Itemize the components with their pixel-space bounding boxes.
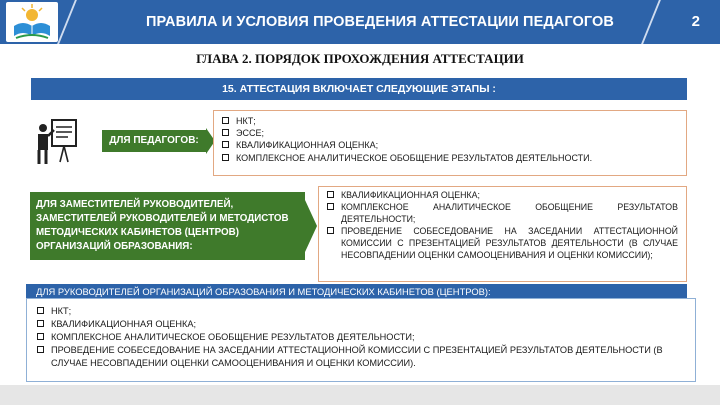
- list-item: ЭССЕ;: [222, 127, 678, 139]
- teacher-presentation-icon: [34, 118, 80, 166]
- page-title: ПРАВИЛА И УСЛОВИЯ ПРОВЕДЕНИЯ АТТЕСТАЦИИ ПЕДАГОГОВ: [146, 14, 614, 30]
- list-item: КОМПЛЕКСНОЕ АНАЛИТИЧЕСКОЕ ОБОБЩЕНИЕ РЕЗУЛЬТАТОВ ДЕЯТЕЛЬНОСТИ.: [222, 152, 678, 164]
- list-item: КВАЛИФИКАЦИОННАЯ ОЦЕНКА;: [222, 139, 678, 151]
- checkbox-bullet-icon: [37, 346, 44, 353]
- checkbox-bullet-icon: [327, 227, 334, 234]
- checkbox-bullet-icon: [222, 154, 229, 161]
- teachers-stages-box: [213, 110, 687, 176]
- list-item: НКТ;: [37, 305, 685, 318]
- checkbox-bullet-icon: [37, 320, 44, 327]
- checkbox-bullet-icon: [222, 141, 229, 148]
- directors-stages-box: [26, 298, 696, 382]
- list-item: НКТ;: [222, 115, 678, 127]
- list-item: КОМПЛЕКСНОЕ АНАЛИТИЧЕСКОЕ ОБОБЩЕНИЕ РЕЗУЛЬТАТОВ ДЕЯТЕЛЬНОСТИ;: [327, 201, 678, 225]
- deputies-stages-box: [318, 186, 687, 282]
- list-item: КВАЛИФИКАЦИОННАЯ ОЦЕНКА;: [327, 189, 678, 201]
- list-item: КВАЛИФИКАЦИОННАЯ ОЦЕНКА;: [37, 318, 685, 331]
- checkbox-bullet-icon: [222, 117, 229, 124]
- logo: [6, 2, 58, 42]
- checkbox-bullet-icon: [327, 191, 334, 198]
- arrow-right-icon: [305, 200, 317, 252]
- footer-band: [0, 385, 720, 405]
- chapter-title: ГЛАВА 2. ПОРЯДОК ПРОХОЖДЕНИЯ АТТЕСТАЦИИ: [196, 51, 524, 66]
- header-divider: [57, 0, 77, 44]
- checkbox-bullet-icon: [222, 129, 229, 136]
- checkbox-bullet-icon: [327, 203, 334, 210]
- checkbox-bullet-icon: [37, 307, 44, 314]
- checkbox-bullet-icon: [37, 333, 44, 340]
- page-number: 2: [691, 13, 700, 30]
- stages-heading: 15. АТТЕСТАЦИЯ ВКЛЮЧАЕТ СЛЕДУЮЩИЕ ЭТАПЫ :: [31, 78, 687, 100]
- list-item: ПРОВЕДЕНИЕ СОБЕСЕДОВАНИЕ НА ЗАСЕДАНИИ АТТЕСТАЦИОННОЙ КОМИССИИ С ПРЕЗЕНТАЦИЕЙ РЕЗУЛЬТАТОВ ДЕЯТЕЛЬНОСТИ (В СЛУЧАЕ НЕСОВПАДЕНИИ ОЦЕНКИ САМООЦЕНИВАНИЯ И ОЦЕНКИ КОМИССИИ).: [37, 344, 685, 370]
- list-item: ПРОВЕДЕНИЕ СОБЕСЕДОВАНИЕ НА ЗАСЕДАНИИ АТТЕСТАЦИОННОЙ КОМИССИИ С ПРЕЗЕНТАЦИЕЙ РЕЗУЛЬТАТОВ ДЕЯТЕЛЬНОСТИ (В СЛУЧАЕ НЕСОВПАДЕНИИ ОЦЕНКИ САМООЦЕНИВАНИЯ И ОЦЕНКИ КОМИССИИ);: [327, 225, 678, 261]
- deputies-label: ДЛЯ ЗАМЕСТИТЕЛЕЙ РУКОВОДИТЕЛЕЙ, ЗАМЕСТИТЕЛЕЙ РУКОВОДИТЕЛЕЙ И МЕТОДИСТОВ МЕТОДИЧЕСКИХ КАБИНЕТОВ (ЦЕНТРОВ) ОРГАНИЗАЦИЙ ОБРАЗОВАНИЯ:: [30, 192, 305, 260]
- header-bar: [0, 0, 720, 44]
- logo-book-icon: [6, 2, 58, 42]
- directors-label: ДЛЯ РУКОВОДИТЕЛЕЙ ОРГАНИЗАЦИЙ ОБРАЗОВАНИЯ И МЕТОДИЧЕСКИХ КАБИНЕТОВ (ЦЕНТРОВ):: [26, 284, 687, 300]
- teachers-label: ДЛЯ ПЕДАГОГОВ:: [102, 130, 206, 152]
- list-item: КОМПЛЕКСНОЕ АНАЛИТИЧЕСКОЕ ОБОБЩЕНИЕ РЕЗУЛЬТАТОВ ДЕЯТЕЛЬНОСТИ;: [37, 331, 685, 344]
